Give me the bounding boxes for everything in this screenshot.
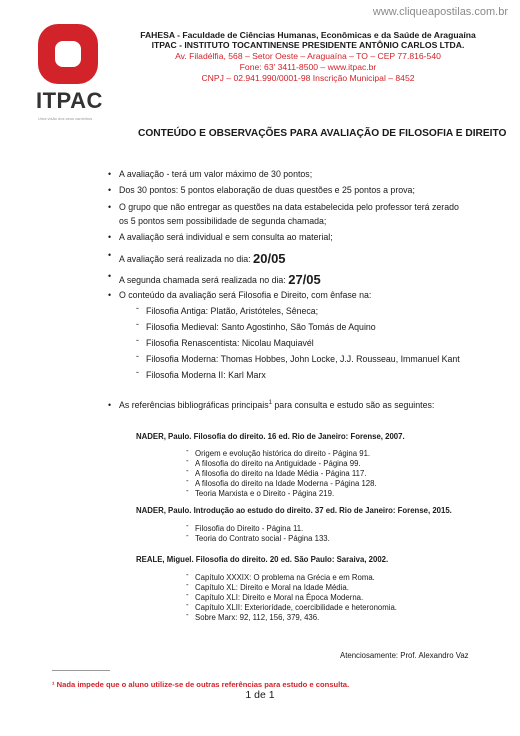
watermark: www.cliqueapostilas.com.br bbox=[372, 6, 508, 18]
signature: Atenciosamente: Prof. Alexandro Vaz bbox=[340, 651, 469, 660]
reference-heading: NADER, Paulo. Introdução ao estudo do direito. 37 ed. Rio de Janeiro: Forense, 2015. bbox=[136, 506, 452, 515]
second-call-date: 27/05 bbox=[288, 272, 321, 287]
header-institution: FAHESA - Faculdade de Ciências Humanas, Econômicas e da Saúde de Araguaína bbox=[140, 30, 476, 40]
footnote-divider bbox=[52, 670, 110, 671]
logo-word: ITPAC bbox=[36, 88, 103, 113]
header-address: Av. Filadélfia, 568 – Setor Oeste – Araguaína – TO – CEP 77.816-540 bbox=[175, 51, 441, 61]
reference-heading: NADER, Paulo. Filosofia do direito. 16 ed. Rio de Janeiro: Forense, 2007. bbox=[136, 432, 405, 441]
logo-tagline: Uma visão dos seus caminhos bbox=[38, 116, 93, 121]
logo-mark-icon bbox=[38, 24, 98, 84]
page-title: CONTEÚDO E OBSERVAÇÕES PARA AVALIAÇÃO DE FILOSOFIA E DIREITO bbox=[138, 128, 507, 139]
footnote-marker: 1 bbox=[268, 400, 272, 407]
page-number: 1 de 1 bbox=[245, 689, 275, 701]
header-company: ITPAC - INSTITUTO TOCANTINENSE PRESIDENTE ANTÔNIO CARLOS LTDA. bbox=[151, 40, 465, 50]
itpac-logo bbox=[36, 24, 103, 124]
exam-date: 20/05 bbox=[253, 251, 286, 266]
header-cnpj: CNPJ – 02.941.990/0001-98 Inscrição Municipal – 8452 bbox=[201, 73, 415, 83]
header-phone: Fone: 63’ 3411-8500 – www.itpac.br bbox=[239, 62, 377, 72]
footnote: ¹ Nada impede que o aluno utilize-se de outras referências para estudo e consulta. bbox=[52, 680, 350, 689]
reference-heading: REALE, Miguel. Filosofia do direito. 20 ed. São Paulo: Saraiva, 2002. bbox=[136, 555, 389, 564]
